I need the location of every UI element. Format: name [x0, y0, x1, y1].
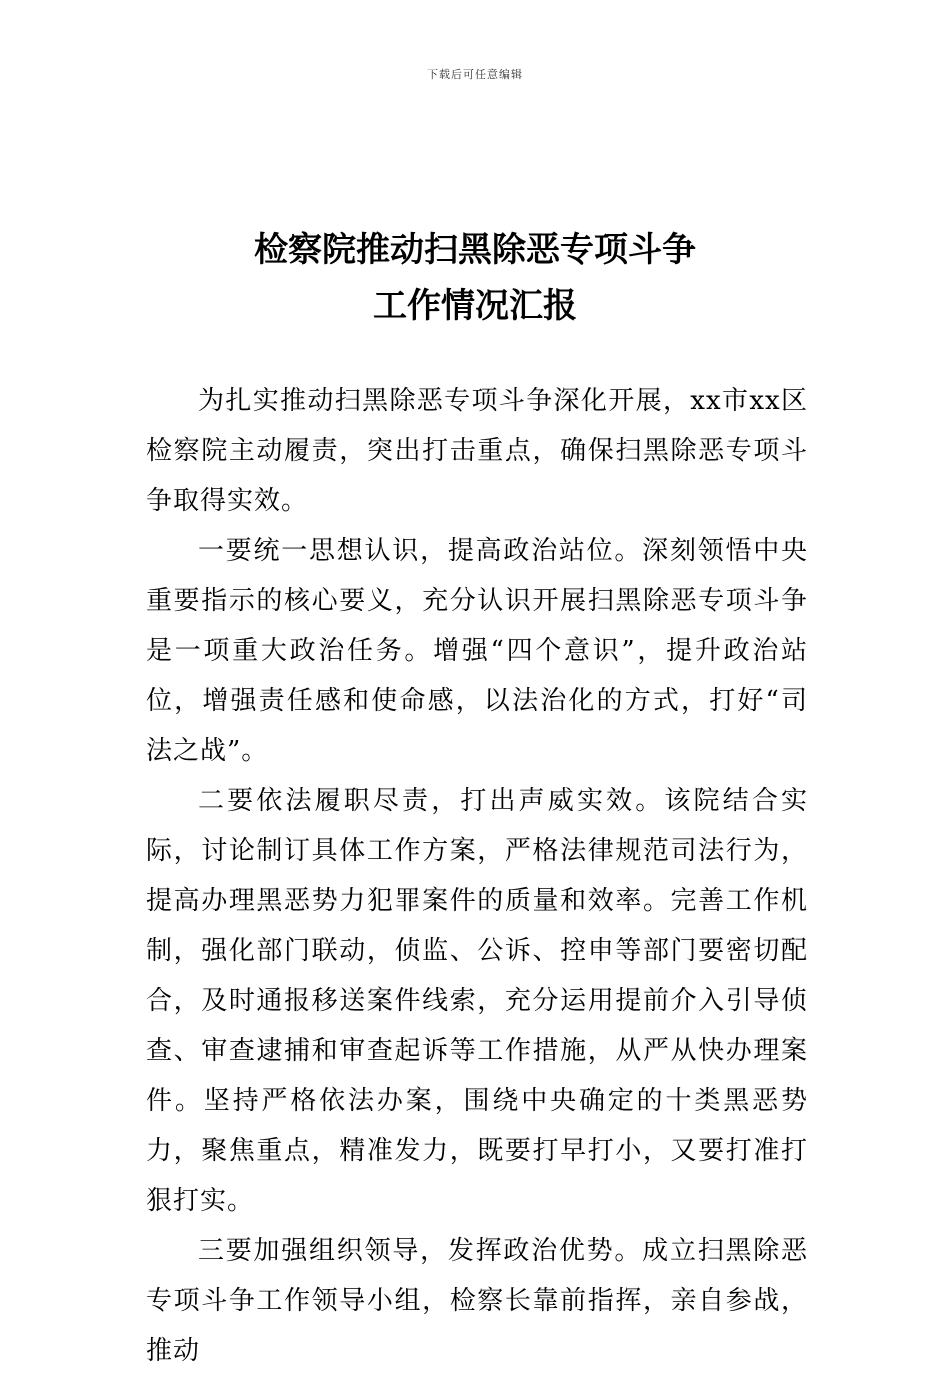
- paragraph-point-2: 二要依法履职尽责，打出声威实效。该院结合实际，讨论制订具体工作方案，严格法律规范司法行为，提高办理黑恶势力犯罪案件的质量和效率。完善工作机制，强化部门联动，侦监、公诉、控申等部门要密切配合，及时通报移送案件线索，充分运用提前介入引导侦查、审查逮捕和审查起诉等工作措施，从严从快办理案件。坚持严格依法办案，围绕中央确定的十类黑恶势力，聚焦重点，精准发力，既要打早打小，又要打准打狠打实。: [146, 786, 808, 1216]
- document-title: [0, 222, 950, 334]
- paragraph-point-1: 一要统一思想认识，提高政治站位。深刻领悟中央重要指示的核心要义，充分认识开展扫黑除恶专项斗争是一项重大政治任务。增强“四个意识”，提升政治站位，增强责任感和使命感，以法治化的方式，打好“司法之战”。: [146, 536, 808, 766]
- title-line-2: 工作情况汇报: [373, 286, 577, 326]
- header-note: 下载后可任意编辑: [427, 68, 523, 81]
- document-body: [146, 376, 808, 1376]
- paragraph-point-3: 三要加强组织领导，发挥政治优势。成立扫黑除恶专项斗争工作领导小组，检察长靠前指挥，亲自参战，推动: [146, 1236, 808, 1366]
- title-line-1: 检察院推动扫黑除恶专项斗争: [254, 230, 696, 270]
- paragraph-intro: 为扎实推动扫黑除恶专项斗争深化开展，xx市xx区检察院主动履责，突出打击重点，确保扫黑除恶专项斗争取得实效。: [146, 386, 808, 516]
